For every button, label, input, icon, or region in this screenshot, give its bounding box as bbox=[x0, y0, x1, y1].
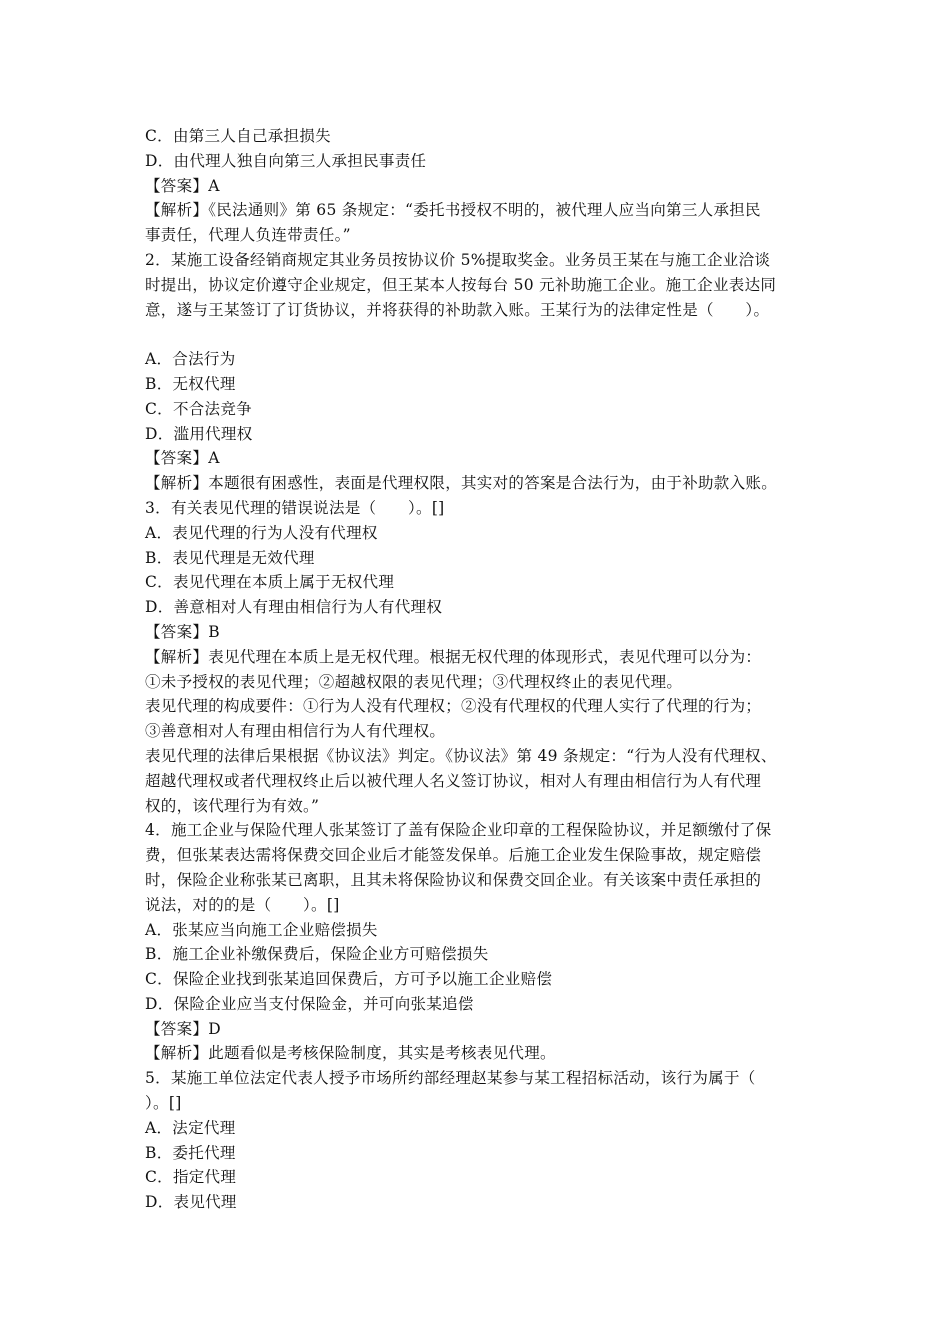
explanation-line: 表见代理的法律后果根据《协议法》判定。《协议法》第 49 条规定：“行为人没有代理权、 bbox=[145, 746, 777, 765]
option-d-line: D．善意相对人有理由相信行为人有代理权 bbox=[145, 598, 443, 617]
option-d-line: D．由代理人独自向第三人承担民事责任 bbox=[145, 151, 427, 170]
answer-line: 【答案】A bbox=[145, 449, 220, 468]
option-a-line: A．法定代理 bbox=[145, 1118, 236, 1137]
question-5-line: 5．某施工单位法定代表人授予市场所约部经理赵某参与某工程招标活动，该行为属于（ bbox=[145, 1069, 756, 1088]
explanation-line: 【解析】表见代理在本质上是无权代理。根据无权代理的体现形式，表见代理可以分为： bbox=[145, 647, 762, 666]
option-d-line: D．表见代理 bbox=[145, 1193, 237, 1212]
option-c-line: C．表见代理在本质上属于无权代理 bbox=[145, 573, 395, 592]
option-c-line: C．保险企业找到张某追回保费后，方可予以施工企业赔偿 bbox=[145, 970, 553, 989]
explanation-line: 事责任，代理人负连带责任。” bbox=[145, 226, 351, 245]
option-b-line: B．表见代理是无效代理 bbox=[145, 548, 315, 567]
option-b-line: B．无权代理 bbox=[145, 374, 236, 393]
option-a-line: A．张某应当向施工企业赔偿损失 bbox=[145, 920, 378, 939]
option-a-line: A．表见代理的行为人没有代理权 bbox=[145, 523, 378, 542]
answer-line: 【答案】A bbox=[145, 176, 220, 195]
question-3-line: 3．有关表见代理的错误说法是（ ）。[] bbox=[145, 498, 445, 517]
question-5-line: ）。[] bbox=[145, 1094, 182, 1113]
document-page bbox=[145, 124, 815, 1215]
option-b-line: B．委托代理 bbox=[145, 1143, 236, 1162]
explanation-line: 表见代理的构成要件：①行为人没有代理权；②没有代理权的代理人实行了代理的行为； bbox=[145, 697, 762, 716]
question-2-line: 时提出，协议定价遵守企业规定，但王某本人按每台 50 元补助施工企业。施工企业表达同 bbox=[145, 275, 777, 294]
option-a-line: A．合法行为 bbox=[145, 350, 236, 369]
question-4-line: 说法，对的的是（ ）。[] bbox=[145, 895, 340, 914]
option-c-line: C．指定代理 bbox=[145, 1168, 237, 1187]
option-d-line: D．保险企业应当支付保险金，并可向张某追偿 bbox=[145, 994, 474, 1013]
option-d-line: D．滥用代理权 bbox=[145, 424, 253, 443]
question-2-line: 意，遂与王某签订了订货协议，并将获得的补助款入账。王某行为的法律定性是（ ）。 bbox=[145, 300, 770, 319]
blank-line bbox=[145, 322, 815, 347]
explanation-line: ③善意相对人有理由相信行为人有代理权。 bbox=[145, 722, 446, 741]
explanation-line: 【解析】本题很有困惑性，表面是代理权限，其实对的答案是合法行为，由于补助款入账。 bbox=[145, 474, 778, 493]
explanation-line: 【解析】此题看似是考核保险制度，其实是考核表见代理。 bbox=[145, 1044, 556, 1063]
explanation-line: 【解析】《民法通则》第 65 条规定：“委托书授权不明的，被代理人应当向第三人承担民 bbox=[145, 201, 761, 220]
answer-line: 【答案】B bbox=[145, 622, 220, 641]
option-c-line: C．由第三人自己承担损失 bbox=[145, 127, 331, 145]
option-b-line: B．施工企业补缴保费后，保险企业方可赔偿损失 bbox=[145, 945, 489, 964]
question-4-line: 费，但张某表达需将保费交回企业后才能签发保单。后施工企业发生保险事故，规定赔偿 bbox=[145, 846, 762, 865]
explanation-line: ①未予授权的表见代理；②超越权限的表见代理；③代理权终止的表见代理。 bbox=[145, 672, 683, 691]
explanation-line: 超越代理权或者代理权终止后以被代理人名义签订协议，相对人有理由相信行为人有代理 bbox=[145, 771, 762, 790]
option-c-line: C．不合法竞争 bbox=[145, 399, 252, 418]
question-4-line: 时，保险企业称张某已离职，且其未将保险协议和保费交回企业。有关该案中责任承担的 bbox=[145, 870, 762, 889]
question-2-line: 2．某施工设备经销商规定其业务员按协议价 5%提取奖金。业务员王某在与施工企业洽谈 bbox=[145, 250, 771, 269]
question-4-line: 4．施工企业与保险代理人张某签订了盖有保险企业印章的工程保险协议，并足额缴付了保 bbox=[145, 821, 772, 840]
answer-line: 【答案】D bbox=[145, 1019, 221, 1038]
explanation-line: 权的，该代理行为有效。” bbox=[145, 796, 320, 815]
